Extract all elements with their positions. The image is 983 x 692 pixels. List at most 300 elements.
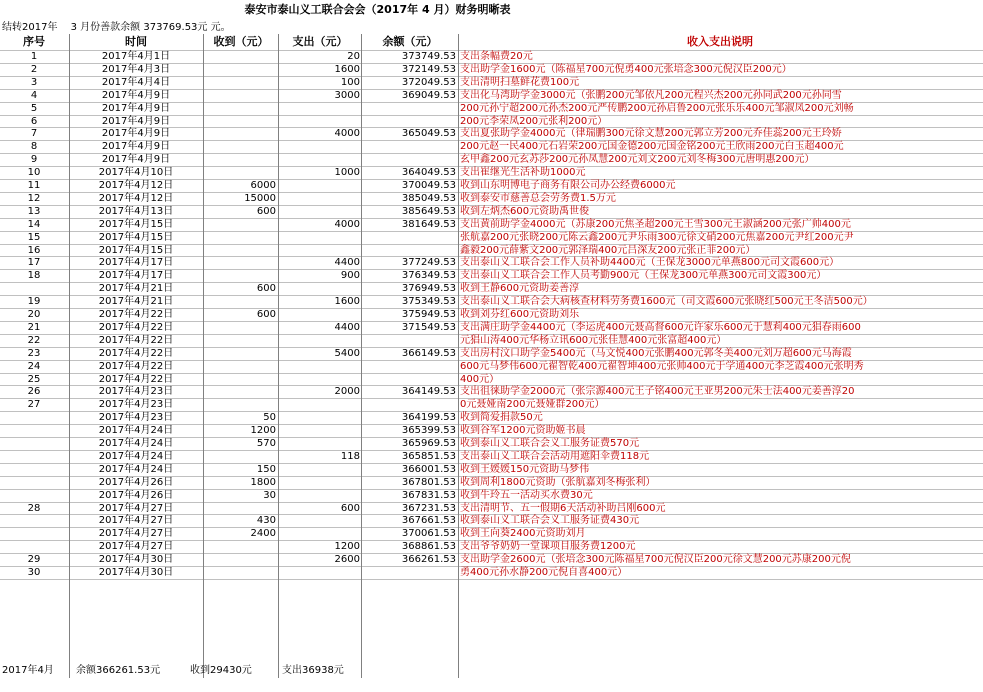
table-row bbox=[0, 269, 983, 282]
cell-balance[interactable]: 366149.53 bbox=[401, 347, 456, 359]
cell-income[interactable]: 6000 bbox=[250, 180, 276, 191]
cell-time[interactable]: 2017年4月22日 bbox=[98, 309, 174, 320]
cell-time[interactable]: 2017年4月9日 bbox=[101, 89, 171, 101]
cell-expense[interactable] bbox=[280, 115, 360, 128]
column-divider bbox=[278, 34, 279, 678]
footer-month: 2017年4月 bbox=[2, 665, 54, 676]
cell-desc[interactable]: 收到王媛媛150元资助马梦伟 bbox=[460, 463, 590, 475]
cell-time[interactable]: 2017年4月22日 bbox=[98, 360, 174, 372]
cell-desc[interactable]: 0元聂娅南200元聂娅群200元） bbox=[460, 399, 605, 411]
cell-seq[interactable]: 13 bbox=[27, 205, 41, 217]
cell-expense[interactable]: 1600 bbox=[334, 63, 360, 75]
cell-expense[interactable] bbox=[280, 205, 360, 218]
cell-desc[interactable]: 支出黄前助学金4000元（苏康200元焦圣超200元王雪300元王淑涵200元张广帅400元 bbox=[460, 218, 851, 230]
cell-income[interactable] bbox=[204, 398, 276, 411]
cell-seq[interactable] bbox=[0, 437, 68, 450]
cell-time[interactable]: 2017年4月15日 bbox=[98, 231, 174, 243]
cell-time[interactable]: 2017年4月12日 bbox=[98, 192, 174, 204]
cell-time[interactable]: 2017年4月30日 bbox=[98, 567, 174, 578]
cell-income[interactable] bbox=[204, 360, 276, 373]
cell-seq[interactable] bbox=[0, 282, 68, 295]
table-row bbox=[0, 553, 983, 566]
table-row bbox=[0, 50, 983, 63]
cell-balance[interactable] bbox=[362, 398, 456, 411]
sheet-title: 泰安市泰山义工联合会会（2017年 4 月）财务明晰表 bbox=[244, 3, 511, 16]
column-divider bbox=[361, 34, 362, 678]
cell-balance[interactable]: 375349.53 bbox=[401, 296, 456, 308]
cell-balance[interactable]: 385049.53 bbox=[401, 192, 456, 204]
table-row bbox=[0, 231, 983, 244]
cell-expense[interactable]: 100 bbox=[340, 76, 360, 88]
cell-income[interactable] bbox=[204, 502, 276, 515]
cell-expense[interactable] bbox=[280, 424, 360, 437]
cell-time[interactable]: 2017年4月22日 bbox=[98, 373, 174, 385]
table-row bbox=[0, 140, 983, 153]
cell-desc[interactable]: 元猖山涛400元华杨立讯600元张佳慧400元张富超400元） bbox=[460, 334, 727, 346]
cell-desc[interactable]: 鑫毅200元薛紫文200元郭泽瑞400元吕深友200元张正菲200元） bbox=[460, 244, 756, 256]
cell-income[interactable] bbox=[204, 269, 276, 282]
cell-expense[interactable] bbox=[280, 514, 360, 527]
cell-income[interactable] bbox=[204, 295, 276, 308]
cell-seq[interactable]: 11 bbox=[27, 180, 41, 191]
cell-balance[interactable]: 367231.53 bbox=[401, 502, 456, 514]
cell-income[interactable]: 2400 bbox=[250, 528, 276, 540]
cell-time[interactable]: 2017年4月17日 bbox=[98, 257, 174, 269]
cell-desc[interactable]: 收到牛玲五一活动买水费30元 bbox=[460, 489, 593, 501]
cell-seq[interactable] bbox=[0, 540, 68, 553]
cell-balance[interactable]: 373749.53 bbox=[401, 51, 456, 62]
table-row bbox=[0, 89, 983, 102]
cell-seq[interactable]: 4 bbox=[30, 89, 38, 101]
cell-seq[interactable]: 20 bbox=[27, 309, 41, 320]
cell-time[interactable]: 2017年4月27日 bbox=[98, 528, 174, 540]
cell-time[interactable]: 2017年4月23日 bbox=[98, 399, 174, 411]
cell-expense[interactable] bbox=[280, 437, 360, 450]
cell-expense[interactable]: 600 bbox=[340, 502, 360, 514]
cell-expense[interactable]: 4400 bbox=[334, 257, 360, 269]
cell-time[interactable]: 2017年4月26日 bbox=[98, 489, 174, 501]
table-row bbox=[0, 347, 983, 360]
cell-time[interactable]: 2017年4月10日 bbox=[98, 167, 174, 179]
table-row bbox=[0, 205, 983, 218]
cell-income[interactable]: 15000 bbox=[244, 192, 276, 204]
cell-income[interactable]: 1200 bbox=[250, 425, 276, 437]
row-gridline bbox=[0, 579, 983, 580]
cell-balance[interactable]: 367831.53 bbox=[401, 489, 456, 501]
cell-balance[interactable] bbox=[362, 140, 456, 153]
table-row bbox=[0, 76, 983, 89]
table-row bbox=[0, 437, 983, 450]
cell-balance[interactable]: 375949.53 bbox=[401, 309, 456, 320]
cell-desc[interactable]: 支出助学金1600元（陈福星700元倪勇400元张培念300元倪汉臣200元） bbox=[460, 63, 792, 75]
table-row bbox=[0, 398, 983, 411]
cell-expense[interactable]: 20 bbox=[347, 51, 360, 62]
cell-balance[interactable]: 369049.53 bbox=[401, 89, 456, 101]
cell-seq[interactable]: 25 bbox=[27, 373, 41, 385]
cell-desc[interactable]: 支出化马湾助学金3000元（张鹏200元邹依凡200元程兴杰200元孙同武200元孙同雪 bbox=[460, 89, 842, 101]
cell-time[interactable]: 2017年4月22日 bbox=[98, 321, 174, 333]
cell-expense[interactable] bbox=[280, 411, 360, 424]
cell-seq[interactable] bbox=[0, 476, 68, 489]
cell-income[interactable] bbox=[204, 334, 276, 347]
cell-balance[interactable]: 370061.53 bbox=[401, 528, 456, 540]
cell-desc[interactable]: 收到王向葵2400元资助刘月 bbox=[460, 528, 586, 540]
cell-expense[interactable] bbox=[280, 231, 360, 244]
cell-balance[interactable]: 370049.53 bbox=[401, 180, 456, 191]
table-row bbox=[0, 115, 983, 128]
cell-balance[interactable]: 365969.53 bbox=[401, 438, 456, 449]
cell-balance[interactable] bbox=[362, 153, 456, 166]
cell-balance[interactable]: 371549.53 bbox=[401, 321, 456, 333]
cell-seq[interactable]: 21 bbox=[27, 321, 41, 333]
table-row bbox=[0, 102, 983, 115]
table-row bbox=[0, 450, 983, 463]
cell-seq[interactable]: 29 bbox=[27, 554, 41, 566]
cell-balance[interactable] bbox=[362, 231, 456, 244]
cell-balance[interactable] bbox=[362, 566, 456, 579]
footer-balance: 余额366261.53元 bbox=[76, 665, 161, 676]
cell-desc[interactable]: 支出夏张助学金4000元（律瑞鹏300元徐文慧200元郭立芳200元乔佳蕊200元王玲娇 bbox=[460, 128, 842, 140]
cell-expense[interactable] bbox=[280, 373, 360, 386]
cell-time[interactable]: 2017年4月26日 bbox=[98, 476, 174, 488]
cell-seq[interactable]: 22 bbox=[27, 334, 41, 346]
cell-desc[interactable]: 支出泰山义工联合会活动用遮阳伞费118元 bbox=[460, 450, 650, 462]
cell-time[interactable]: 2017年4月15日 bbox=[98, 218, 174, 230]
cell-expense[interactable] bbox=[280, 489, 360, 502]
cell-balance[interactable] bbox=[362, 373, 456, 386]
cell-desc[interactable]: 支出泰山义工联合会大病核查材料劳务费1600元（司文霞600元张晓红500元王冬洁500元） bbox=[460, 296, 873, 308]
table-row bbox=[0, 373, 983, 386]
table-row bbox=[0, 502, 983, 515]
header-expense: 支出（元） bbox=[292, 35, 348, 48]
cell-expense[interactable] bbox=[280, 308, 360, 321]
cell-income[interactable]: 600 bbox=[256, 205, 276, 217]
cell-desc[interactable]: 勇400元孙水静200元倪自喜400元） bbox=[460, 567, 628, 578]
cell-balance[interactable]: 367661.53 bbox=[401, 515, 456, 527]
cell-seq[interactable]: 8 bbox=[30, 141, 38, 153]
table-row bbox=[0, 385, 983, 398]
cell-expense[interactable]: 4400 bbox=[334, 321, 360, 333]
cell-time[interactable]: 2017年4月22日 bbox=[98, 334, 174, 346]
cell-expense[interactable]: 1000 bbox=[334, 167, 360, 179]
cell-time[interactable]: 2017年4月21日 bbox=[98, 283, 174, 295]
cell-income[interactable]: 1800 bbox=[250, 476, 276, 488]
header-desc: 收入支出说明 bbox=[687, 35, 753, 48]
cell-seq[interactable]: 2 bbox=[30, 63, 38, 75]
cell-expense[interactable]: 3000 bbox=[334, 89, 360, 101]
table-row bbox=[0, 411, 983, 424]
cell-desc[interactable]: 支出满庄助学金4400元（李运虎400元聂高督600元许家乐600元于慧莉400元猖春雨600 bbox=[460, 321, 861, 333]
cell-balance[interactable] bbox=[362, 244, 456, 257]
cell-income[interactable] bbox=[204, 373, 276, 386]
cell-seq[interactable] bbox=[0, 411, 68, 424]
cell-desc[interactable]: 收到泰山义工联合会义工服务证费570元 bbox=[460, 438, 640, 449]
cell-time[interactable]: 2017年4月1日 bbox=[101, 51, 171, 62]
cell-expense[interactable]: 1200 bbox=[334, 541, 360, 553]
cell-income[interactable] bbox=[204, 256, 276, 269]
cell-balance[interactable] bbox=[362, 102, 456, 115]
cell-expense[interactable] bbox=[280, 334, 360, 347]
cell-desc[interactable]: 支出房村汶口助学金5400元（马文悦400元张鹏400元郭冬美400元刘万超600元马海霞 bbox=[460, 347, 852, 359]
cell-desc[interactable]: 收到王静600元资助姜善淳 bbox=[460, 283, 580, 295]
cell-expense[interactable] bbox=[280, 398, 360, 411]
cell-income[interactable]: 600 bbox=[256, 309, 276, 320]
cell-income[interactable]: 150 bbox=[256, 463, 276, 475]
cell-desc[interactable]: 支出泰山义工联合会工作人员考勤900元（王保龙300元单燕300元司文霞300元） bbox=[460, 270, 827, 282]
table-row bbox=[0, 360, 983, 373]
table-row bbox=[0, 566, 983, 579]
cell-seq[interactable]: 1 bbox=[30, 51, 38, 62]
cell-expense[interactable] bbox=[280, 153, 360, 166]
cell-expense[interactable] bbox=[280, 476, 360, 489]
cell-expense[interactable]: 1600 bbox=[334, 296, 360, 308]
cell-balance[interactable]: 376949.53 bbox=[401, 283, 456, 295]
cell-time[interactable]: 2017年4月9日 bbox=[101, 154, 171, 166]
table-row bbox=[0, 540, 983, 553]
cell-desc[interactable]: 200元赵一民400元石岩荣200元国金德200元国金铭200元王欣雨200元白玉超400元 bbox=[460, 141, 844, 153]
cell-balance[interactable]: 377249.53 bbox=[401, 257, 456, 269]
table-row bbox=[0, 192, 983, 205]
cell-expense[interactable]: 118 bbox=[340, 450, 360, 462]
table-row bbox=[0, 527, 983, 540]
cell-income[interactable] bbox=[204, 553, 276, 566]
cell-income[interactable] bbox=[204, 115, 276, 128]
cell-income[interactable] bbox=[204, 218, 276, 231]
cell-seq[interactable] bbox=[0, 489, 68, 502]
cell-seq[interactable]: 10 bbox=[27, 167, 41, 179]
carry-over-line: 结转2017年 3 月份善款余额 373769.53元 元。 bbox=[2, 22, 231, 33]
cell-seq[interactable]: 28 bbox=[27, 502, 41, 514]
cell-seq[interactable]: 27 bbox=[27, 399, 41, 411]
cell-seq[interactable]: 7 bbox=[30, 128, 38, 140]
cell-desc[interactable]: 支出泰山义工联合会工作人员补助4400元（王保龙3000元单燕800元司文霞600元） bbox=[460, 257, 840, 269]
cell-desc[interactable]: 收到刘芬红600元资助刘乐 bbox=[460, 309, 580, 320]
column-divider bbox=[458, 34, 459, 678]
cell-time[interactable]: 2017年4月9日 bbox=[101, 128, 171, 140]
cell-time[interactable]: 2017年4月27日 bbox=[98, 502, 174, 514]
cell-desc[interactable]: 支出崔继光生活补助1000元 bbox=[460, 167, 586, 179]
cell-time[interactable]: 2017年4月9日 bbox=[101, 102, 171, 114]
cell-desc[interactable]: 支出徂徕助学金2000元（张宗源400元王子铭400元王亚男200元朱士法400元姜善淳20 bbox=[460, 386, 855, 398]
cell-balance[interactable]: 364149.53 bbox=[401, 386, 456, 398]
cell-desc[interactable]: 200元李荣凤200元张利200元） bbox=[460, 115, 608, 127]
cell-expense[interactable] bbox=[280, 192, 360, 205]
cell-income[interactable] bbox=[204, 140, 276, 153]
cell-balance[interactable] bbox=[362, 115, 456, 128]
cell-balance[interactable]: 364049.53 bbox=[401, 167, 456, 179]
cell-balance[interactable]: 366001.53 bbox=[401, 463, 456, 475]
cell-income[interactable] bbox=[204, 127, 276, 140]
cell-balance[interactable]: 366261.53 bbox=[401, 554, 456, 566]
cell-time[interactable]: 2017年4月24日 bbox=[98, 463, 174, 475]
table-row bbox=[0, 463, 983, 476]
cell-seq[interactable]: 5 bbox=[30, 102, 38, 114]
cell-desc[interactable]: 玄甲鑫200元玄苏莎200元孙凤慧200元刘文200元刘冬梅300元唐明惠200元） bbox=[460, 154, 815, 166]
footer-income: 收到29430元 bbox=[190, 665, 252, 676]
cell-time[interactable]: 2017年4月23日 bbox=[98, 412, 174, 424]
cell-balance[interactable]: 365049.53 bbox=[401, 128, 456, 140]
cell-time[interactable]: 2017年4月22日 bbox=[98, 347, 174, 359]
cell-seq[interactable] bbox=[0, 450, 68, 463]
cell-balance[interactable]: 385649.53 bbox=[401, 205, 456, 217]
cell-time[interactable]: 2017年4月3日 bbox=[101, 63, 171, 75]
table-row bbox=[0, 489, 983, 502]
cell-time[interactable]: 2017年4月30日 bbox=[98, 554, 174, 566]
cell-income[interactable] bbox=[204, 321, 276, 334]
cell-desc[interactable]: 400元） bbox=[460, 373, 500, 385]
table-row bbox=[0, 476, 983, 489]
cell-seq[interactable]: 17 bbox=[27, 257, 41, 269]
cell-desc[interactable]: 收到泰山义工联合会义工服务证费430元 bbox=[460, 515, 640, 527]
cell-balance[interactable] bbox=[362, 360, 456, 373]
cell-income[interactable]: 30 bbox=[263, 489, 276, 501]
cell-desc[interactable]: 支出清明扫墓鲜花费100元 bbox=[460, 76, 580, 88]
cell-desc[interactable]: 收到山东明博电子商务有限公司办公经费6000元 bbox=[460, 180, 676, 191]
table-row bbox=[0, 424, 983, 437]
cell-desc[interactable]: 支出爷爷奶奶一堂课项目服务费1200元 bbox=[460, 541, 636, 553]
cell-seq[interactable]: 16 bbox=[27, 244, 41, 256]
cell-income[interactable] bbox=[204, 231, 276, 244]
cell-income[interactable]: 50 bbox=[263, 412, 276, 424]
cell-seq[interactable]: 14 bbox=[27, 218, 41, 230]
cell-income[interactable] bbox=[204, 89, 276, 102]
cell-income[interactable]: 600 bbox=[256, 283, 276, 295]
cell-income[interactable] bbox=[204, 540, 276, 553]
cell-seq[interactable]: 30 bbox=[27, 567, 41, 578]
footer-expense: 支出36938元 bbox=[282, 665, 344, 676]
cell-desc[interactable]: 收到简爱捐款50元 bbox=[460, 412, 543, 424]
cell-balance[interactable]: 381649.53 bbox=[401, 218, 456, 230]
cell-seq[interactable]: 26 bbox=[27, 386, 41, 398]
cell-income[interactable] bbox=[204, 450, 276, 463]
cell-seq[interactable]: 9 bbox=[30, 154, 38, 166]
table-row bbox=[0, 308, 983, 321]
cell-seq[interactable] bbox=[0, 424, 68, 437]
cell-desc[interactable]: 收到周利1800元资助（张航嘉刘冬梅张利） bbox=[460, 476, 656, 488]
cell-expense[interactable]: 2000 bbox=[334, 386, 360, 398]
cell-expense[interactable] bbox=[280, 244, 360, 257]
cell-time[interactable]: 2017年4月4日 bbox=[101, 76, 171, 88]
table-row bbox=[0, 127, 983, 140]
cell-seq[interactable]: 19 bbox=[27, 296, 41, 308]
cell-income[interactable] bbox=[204, 50, 276, 63]
cell-expense[interactable]: 2600 bbox=[334, 554, 360, 566]
cell-balance[interactable]: 372049.53 bbox=[401, 76, 456, 88]
cell-seq[interactable] bbox=[0, 527, 68, 540]
cell-time[interactable]: 2017年4月24日 bbox=[98, 450, 174, 462]
cell-income[interactable] bbox=[204, 76, 276, 89]
cell-income[interactable] bbox=[204, 166, 276, 179]
cell-seq[interactable]: 6 bbox=[30, 115, 38, 127]
cell-seq[interactable] bbox=[0, 463, 68, 476]
table-row bbox=[0, 334, 983, 347]
cell-time[interactable]: 2017年4月9日 bbox=[101, 141, 171, 153]
cell-expense[interactable] bbox=[280, 566, 360, 579]
cell-time[interactable]: 2017年4月27日 bbox=[98, 515, 174, 527]
cell-desc[interactable]: 收到左炳杰600元资助禹世俊 bbox=[460, 205, 590, 217]
header-balance: 余额（元） bbox=[382, 35, 438, 48]
column-divider bbox=[203, 34, 204, 678]
cell-time[interactable]: 2017年4月27日 bbox=[98, 541, 174, 553]
cell-desc[interactable]: 支出条幅费20元 bbox=[460, 51, 533, 62]
table-row bbox=[0, 244, 983, 257]
cell-balance[interactable]: 372149.53 bbox=[401, 63, 456, 75]
cell-seq[interactable]: 23 bbox=[27, 347, 41, 359]
cell-income[interactable] bbox=[204, 63, 276, 76]
cell-income[interactable] bbox=[204, 566, 276, 579]
cell-seq[interactable]: 12 bbox=[27, 192, 41, 204]
cell-seq[interactable] bbox=[0, 514, 68, 527]
cell-expense[interactable] bbox=[280, 179, 360, 192]
cell-seq[interactable]: 18 bbox=[27, 270, 41, 282]
cell-time[interactable]: 2017年4月15日 bbox=[98, 244, 174, 256]
cell-seq[interactable]: 15 bbox=[27, 231, 41, 243]
table-row bbox=[0, 295, 983, 308]
cell-balance[interactable]: 368861.53 bbox=[401, 541, 456, 553]
cell-balance[interactable]: 376349.53 bbox=[401, 270, 456, 282]
table-row bbox=[0, 514, 983, 527]
cell-expense[interactable]: 4000 bbox=[334, 218, 360, 230]
cell-expense[interactable]: 900 bbox=[340, 270, 360, 282]
cell-desc[interactable]: 200元孙宁超200元孙杰200元严传鹏200元孙启鲁200元张乐乐400元邹淑凤200元刘畅 bbox=[460, 102, 854, 114]
cell-seq[interactable]: 3 bbox=[30, 76, 38, 88]
cell-time[interactable]: 2017年4月24日 bbox=[98, 425, 174, 437]
cell-time[interactable]: 2017年4月9日 bbox=[101, 115, 171, 127]
cell-time[interactable]: 2017年4月23日 bbox=[98, 386, 174, 398]
cell-income[interactable] bbox=[204, 385, 276, 398]
cell-desc[interactable]: 支出助学金2600元（张培念300元陈福星700元倪汉臣200元徐文慧200元苏康200元倪 bbox=[460, 554, 851, 566]
cell-balance[interactable]: 364199.53 bbox=[401, 412, 456, 424]
table-row bbox=[0, 179, 983, 192]
cell-expense[interactable] bbox=[280, 282, 360, 295]
cell-income[interactable] bbox=[204, 102, 276, 115]
cell-expense[interactable] bbox=[280, 527, 360, 540]
column-divider bbox=[69, 34, 70, 678]
cell-expense[interactable] bbox=[280, 463, 360, 476]
cell-desc[interactable]: 收到泰安市慈善总会劳务费1.5万元 bbox=[460, 192, 616, 204]
cell-expense[interactable] bbox=[280, 140, 360, 153]
cell-balance[interactable] bbox=[362, 334, 456, 347]
table-row bbox=[0, 321, 983, 334]
header-time: 时间 bbox=[125, 35, 147, 48]
cell-balance[interactable]: 365851.53 bbox=[401, 450, 456, 462]
cell-balance[interactable]: 365399.53 bbox=[401, 425, 456, 437]
cell-income[interactable] bbox=[204, 347, 276, 360]
cell-desc[interactable]: 收到谷军1200元资助姬书晨 bbox=[460, 425, 586, 437]
cell-balance[interactable]: 367801.53 bbox=[401, 476, 456, 488]
cell-income[interactable] bbox=[204, 153, 276, 166]
cell-desc[interactable]: 张航嘉200元张晓200元陈云鑫200元尹乐雨300元徐文硝200元焦嘉200元尹红200元尹 bbox=[460, 231, 854, 243]
table-row bbox=[0, 63, 983, 76]
cell-time[interactable]: 2017年4月17日 bbox=[98, 270, 174, 282]
cell-income[interactable]: 570 bbox=[256, 438, 276, 449]
cell-expense[interactable]: 4000 bbox=[334, 128, 360, 140]
cell-expense[interactable] bbox=[280, 102, 360, 115]
cell-desc[interactable]: 600元马梦伟600元翟智乾400元翟智坤400元张帅400元于学通400元李芝霞400元张明秀 bbox=[460, 360, 864, 372]
cell-time[interactable]: 2017年4月13日 bbox=[98, 205, 174, 217]
cell-time[interactable]: 2017年4月24日 bbox=[98, 438, 174, 449]
cell-time[interactable]: 2017年4月21日 bbox=[98, 296, 174, 308]
table-row bbox=[0, 153, 983, 166]
header-income: 收到（元） bbox=[213, 35, 269, 48]
cell-income[interactable]: 430 bbox=[256, 515, 276, 527]
cell-time[interactable]: 2017年4月12日 bbox=[98, 180, 174, 191]
cell-seq[interactable]: 24 bbox=[27, 360, 41, 372]
cell-income[interactable] bbox=[204, 244, 276, 257]
cell-expense[interactable] bbox=[280, 360, 360, 373]
cell-desc[interactable]: 支出清明节、五一假期6天活动补助吕刚600元 bbox=[460, 502, 666, 514]
cell-expense[interactable]: 5400 bbox=[334, 347, 360, 359]
